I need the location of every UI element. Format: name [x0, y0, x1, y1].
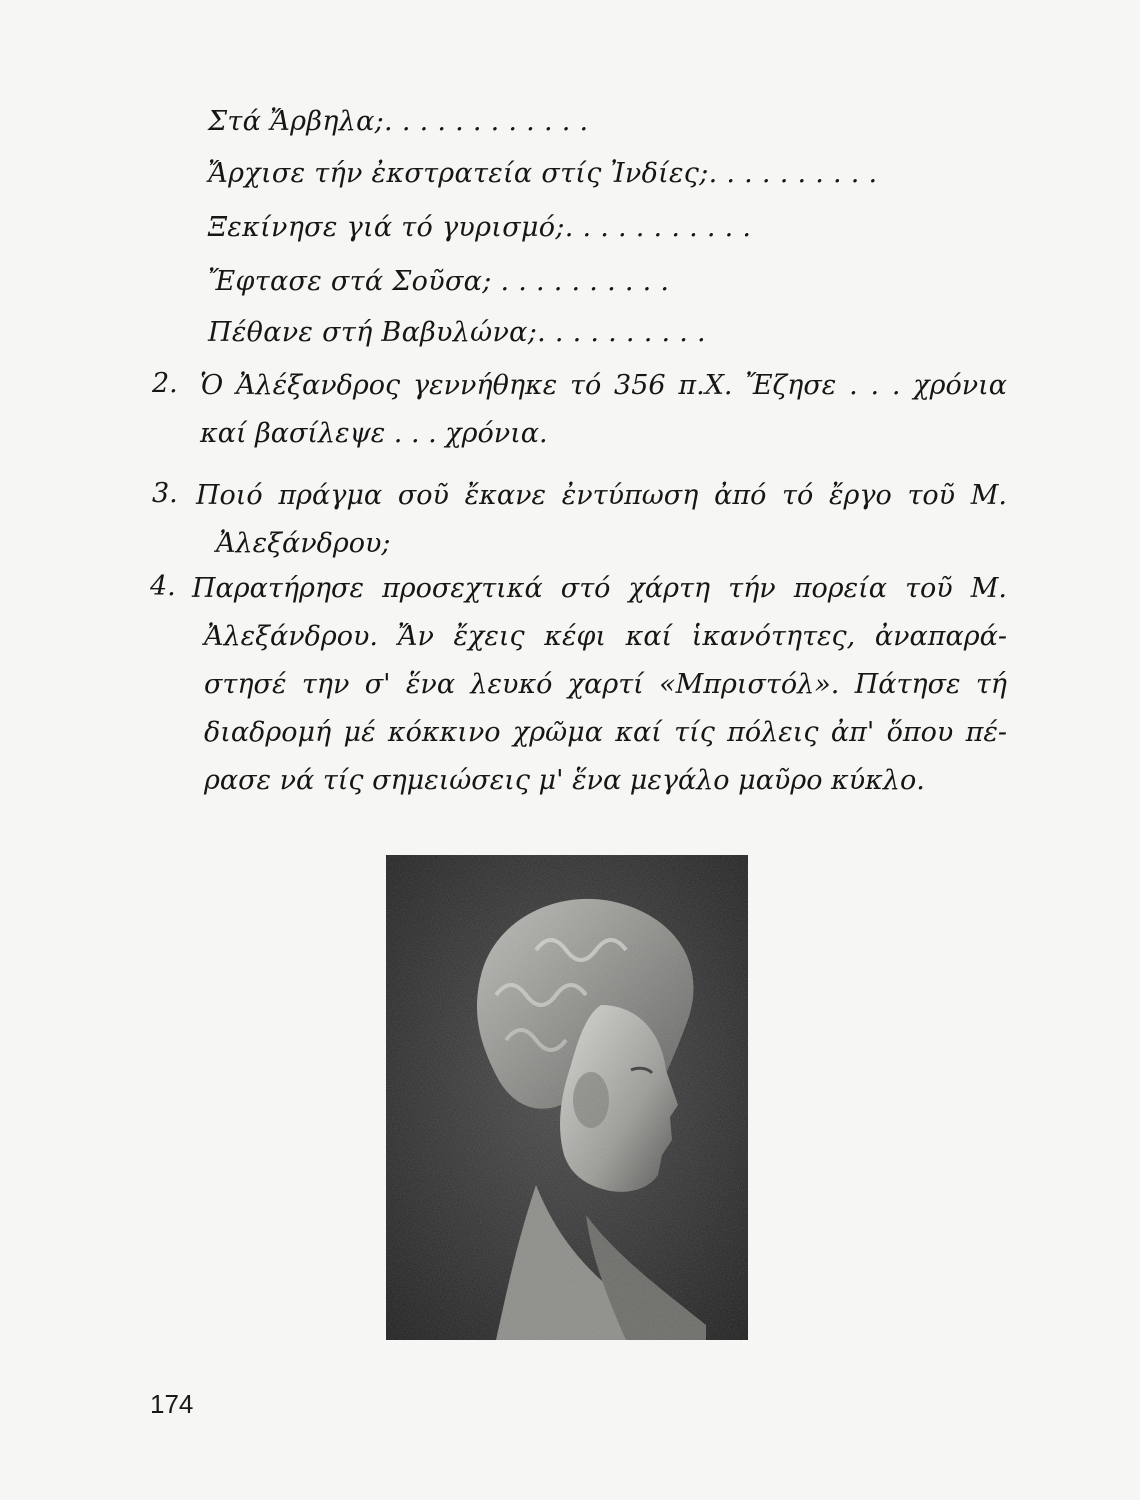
question-line: Ἀλεξάνδρου. Ἄν ἔχεις κέφι καί ἱκανότητες, ἀναπαρά-: [204, 621, 1007, 652]
question-text: [192, 565, 1007, 805]
question-line: στησέ την σ' ἕνα λευκό χαρτί «Μπριστόλ». Πάτησε τή: [204, 669, 1007, 700]
list-item: Ἄρχισε τήν ἐκστρατεία στίς Ἰνδίες;. . . . . . . . . .: [208, 158, 878, 189]
question-line: διαδρομή μέ κόκκινο χρῶμα καί τίς πόλεις ἀπ' ὅπου πέ-: [204, 717, 1007, 748]
question-text: [200, 362, 1007, 458]
list-item: Ξεκίνησε γιά τό γυρισμό;. . . . . . . . . . .: [208, 212, 752, 243]
list-item: Πέθανε στή Βαβυλώνα;. . . . . . . . . .: [208, 317, 706, 348]
question-line: Παρατήρησε προσεχτικά στό χάρτη τήν πορεία τοῦ Μ.: [192, 573, 1007, 604]
list-item: Στά Ἄρβηλα;. . . . . . . . . . . .: [208, 106, 589, 137]
bust-photograph: [386, 855, 748, 1340]
question-number: 4.: [150, 571, 176, 602]
bust-image: [386, 855, 748, 1340]
question-line: Ποιό πράγμα σοῦ ἔκανε ἐντύπωση ἀπό τό ἔργο τοῦ Μ.: [196, 480, 1007, 511]
list-item: Ἔφτασε στά Σοῦσα; . . . . . . . . . .: [208, 266, 670, 297]
question-number: 3.: [152, 478, 178, 509]
question-line: καί βασίλεψε . . . χρόνια.: [200, 418, 548, 449]
page-number: 174: [150, 1389, 194, 1419]
question-text: [196, 472, 1007, 568]
question-line: Ἀλεξάνδρου;: [216, 528, 391, 559]
question-number: 2.: [152, 368, 178, 399]
question-line: ρασε νά τίς σημειώσεις μ' ἕνα μεγάλο μαῦρο κύκλο.: [204, 765, 925, 796]
question-line: Ὁ Ἀλέξανδρος γεννήθηκε τό 356 π.Χ. Ἔζησε . . . χρόνια: [200, 370, 1007, 401]
